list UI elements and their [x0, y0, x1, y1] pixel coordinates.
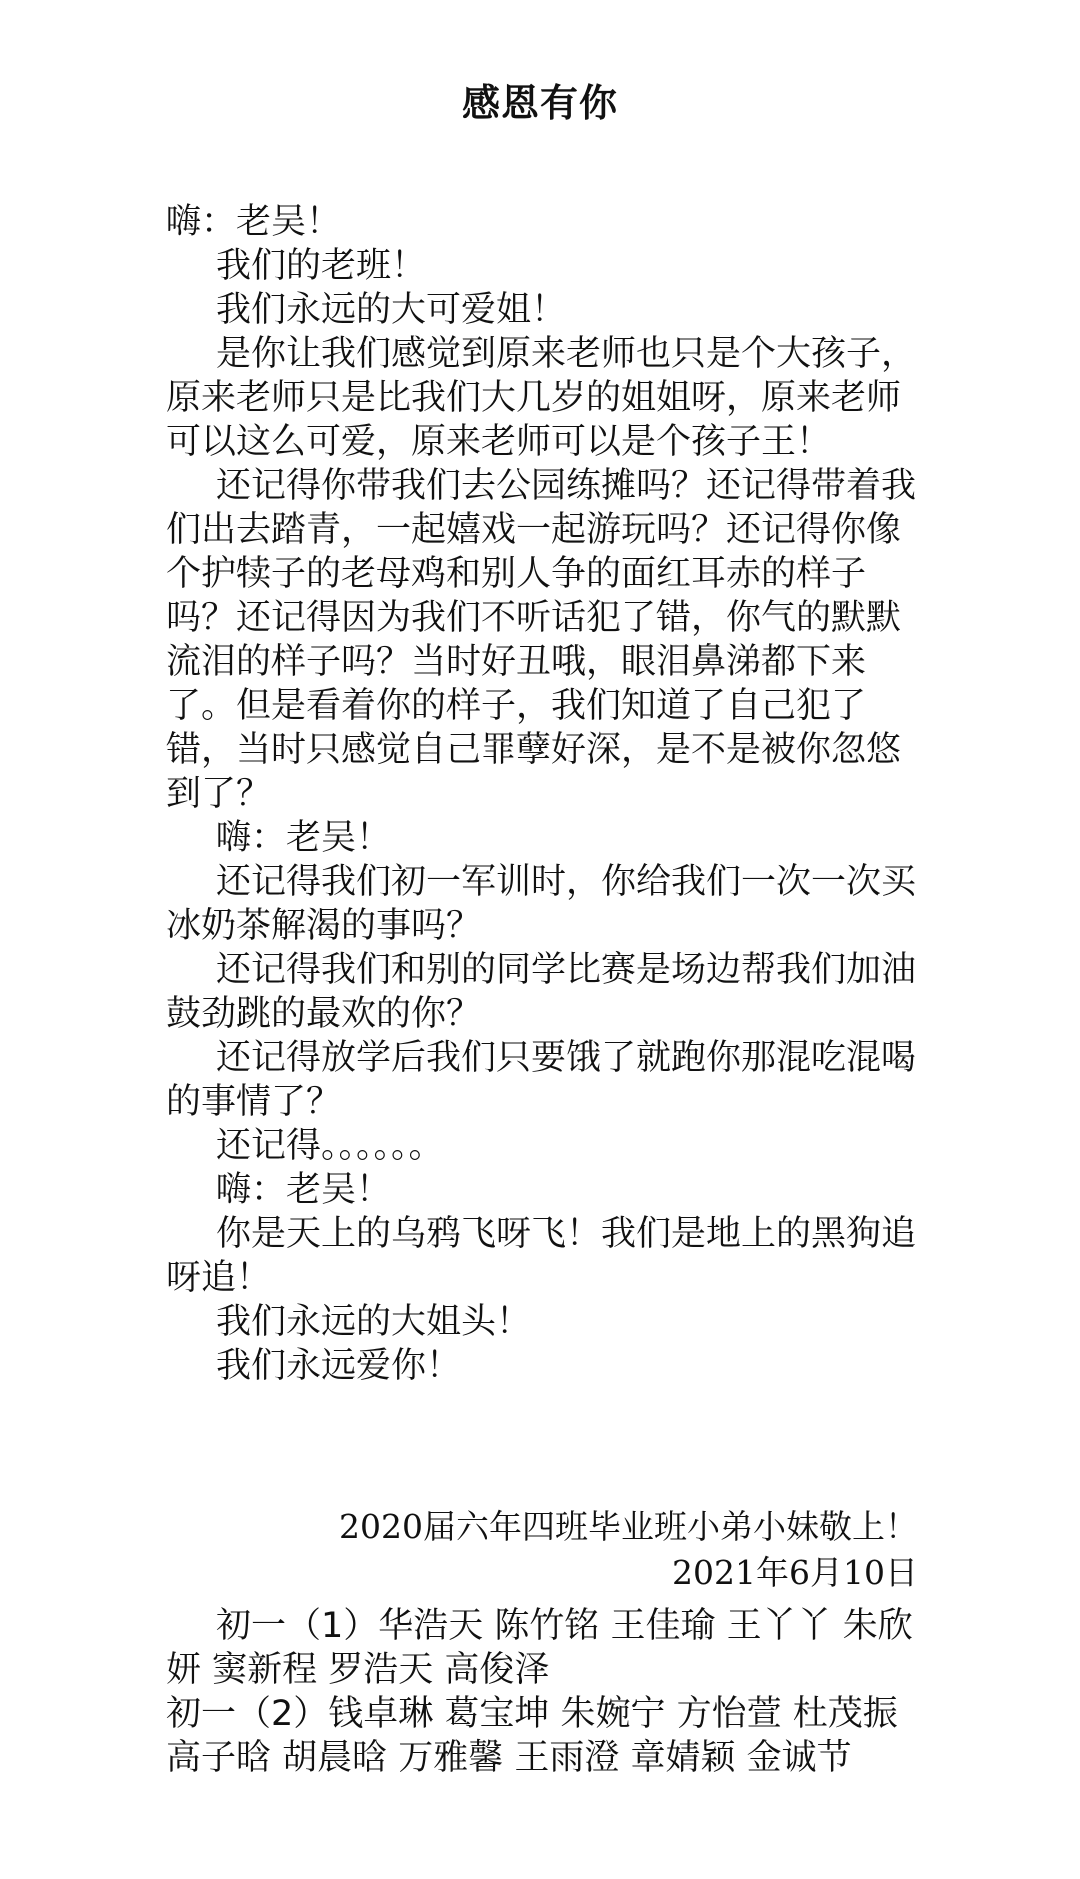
greeting: 嗨：老吴！ [166, 202, 342, 242]
class-1-names: 初一（1）华浩天 陈竹铭 王佳瑜 王丫丫 朱欣妍 窦新程 罗浩天 高俊泽 [166, 1606, 913, 1690]
letter-paragraph: 还记得。。。。。。 [216, 1126, 444, 1166]
letter-paragraph: 还记得你带我们去公园练摊吗？还记得带着我们出去踏青，一起嬉戏一起游玩吗？还记得你像个护犊子的老母鸡和别人争的面红耳赤的样子吗？还记得因为我们不听话犯了错，你气的默默流泪的样子吗？当时好丑哦，眼泪鼻涕都下来了。但是看着你的样子，我们知道了自己犯了错，当时只感觉自己罪孽好深，是不是被你忽悠到了？ [166, 466, 917, 814]
letter-paragraph: 还记得我们和别的同学比赛是场边帮我们加油鼓劲跳的最欢的你？ [166, 950, 917, 1034]
letter-paragraph: 嗨：老吴！ [216, 1170, 392, 1210]
letter-paragraph: 我们永远爱你！ [216, 1346, 462, 1386]
letter-paragraph: 是你让我们感觉到原来老师也只是个大孩子，原来老师只是比我们大几岁的姐姐呀，原来老师可以这么可爱，原来老师可以是个孩子王！ [166, 334, 917, 462]
letter-paragraph: 我们永远的大可爱姐！ [216, 290, 567, 330]
letter-paragraph: 我们永远的大姐头！ [216, 1302, 532, 1342]
letter-body [166, 200, 926, 1388]
page-title: 感恩有你 [461, 81, 618, 125]
letter-paragraph: 你是天上的乌鸦飞呀飞！我们是地上的黑狗追呀追！ [166, 1214, 917, 1298]
student-names [166, 1604, 926, 1780]
class-2-names: 初一（2）钱卓琳 葛宝坤 朱婉宁 方怡萱 杜茂振 高子晗 胡晨晗 万雅馨 王雨澄 章婧颖 金诚节 [166, 1694, 898, 1778]
signature-date: 2021年6月10日 [672, 1553, 918, 1592]
letter-paragraph: 我们的老班！ [216, 246, 427, 286]
letter-paragraph: 还记得放学后我们只要饿了就跑你那混吃混喝的事情了？ [166, 1038, 917, 1122]
letter-paragraph: 嗨：老吴！ [216, 818, 392, 858]
signature-line: 2020届六年四班毕业班小弟小妹敬上！ [339, 1507, 918, 1546]
letter-paragraph: 还记得我们初一军训时，你给我们一次一次买冰奶茶解渴的事吗？ [166, 862, 917, 946]
